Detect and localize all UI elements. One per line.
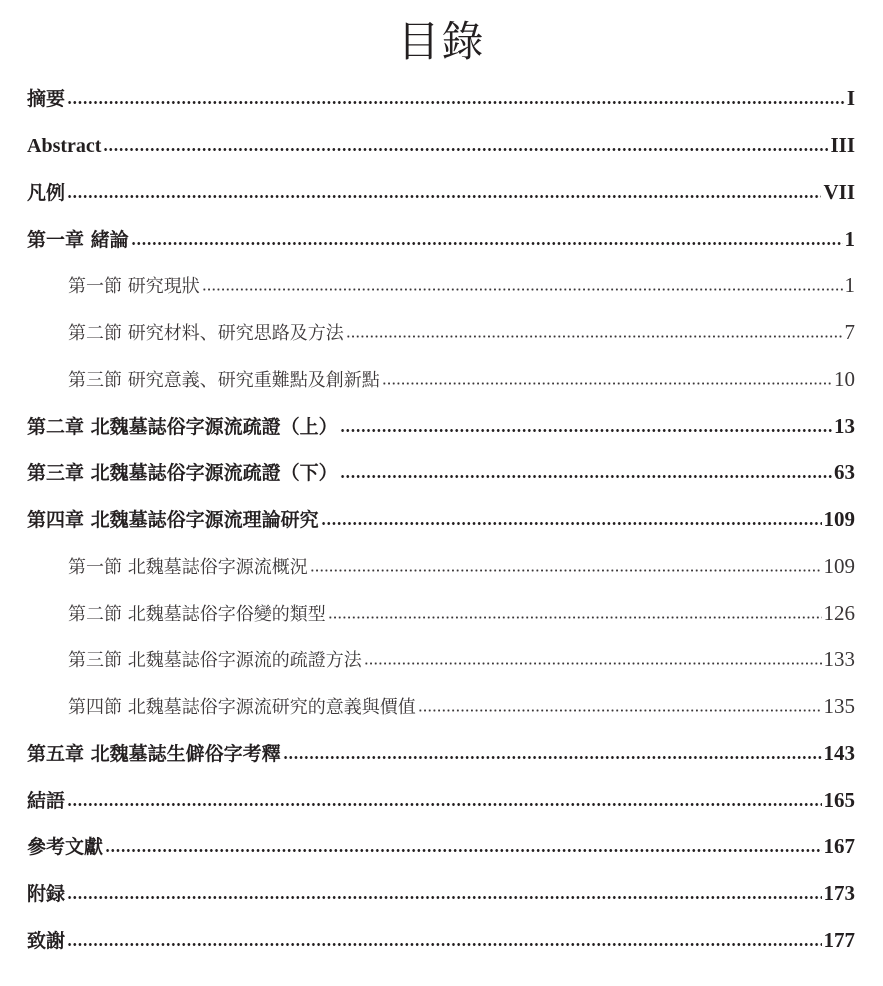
toc-entry-section-4-2[interactable] — [68, 598, 855, 628]
toc-entry-conclusion[interactable] — [27, 785, 855, 815]
toc-entry-page: 143 — [823, 741, 855, 765]
toc-entry-label: 第二節 北魏墓誌俗字俗變的類型 — [68, 604, 326, 625]
dot-leader — [418, 709, 822, 712]
toc-entry-appendix[interactable] — [27, 878, 855, 908]
toc-entry-references[interactable] — [27, 831, 855, 861]
dot-leader — [67, 803, 821, 806]
toc-entry-page: 10 — [834, 367, 855, 391]
toc-entry-label: 第五章 北魏墓誌生僻俗字考釋 — [27, 743, 281, 765]
dot-leader — [340, 475, 832, 478]
toc-entry-chapter-5[interactable] — [27, 738, 855, 768]
toc-entry-page: 165 — [823, 788, 855, 812]
toc-entry-conventions[interactable] — [27, 177, 855, 207]
toc-entry-abstract-en[interactable] — [27, 130, 855, 160]
toc-entry-label: 第四節 北魏墓誌俗字源流研究的意義與價值 — [68, 697, 416, 718]
dot-leader — [103, 148, 828, 151]
toc-entry-page: 63 — [834, 460, 855, 484]
toc-entry-section-1-3[interactable] — [68, 364, 855, 394]
toc-entry-label: 第三節 研究意義、研究重難點及創新點 — [68, 370, 380, 391]
dot-leader — [310, 569, 822, 572]
toc-entry-acknowledgements[interactable] — [27, 925, 855, 955]
toc-entry-label: 第一節 研究現狀 — [68, 276, 200, 297]
toc-entry-abstract-zh[interactable] — [27, 83, 855, 113]
toc-entry-page: 167 — [823, 834, 855, 858]
toc-entry-label: 第三章 北魏墓誌俗字源流疏證（下） — [27, 462, 338, 484]
dot-leader — [364, 662, 822, 665]
dot-leader — [131, 242, 843, 245]
toc-entry-label: 第一節 北魏墓誌俗字源流概況 — [68, 557, 308, 578]
toc-entry-page: I — [846, 86, 855, 110]
dot-leader — [202, 288, 843, 291]
toc-entry-page: 177 — [823, 928, 855, 952]
toc-entry-label: 參考文獻 — [27, 836, 104, 858]
dot-leader — [340, 429, 832, 432]
toc-entry-label: 結語 — [27, 790, 66, 812]
toc-entry-page: VII — [823, 180, 855, 204]
dot-leader — [67, 101, 845, 104]
page-title: 目錄 — [397, 17, 486, 66]
toc-entry-chapter-3[interactable] — [27, 457, 855, 487]
dot-leader — [328, 616, 822, 619]
toc-entry-page: III — [830, 133, 855, 157]
toc-entry-label: 第二章 北魏墓誌俗字源流疏證（上） — [27, 416, 338, 438]
dot-leader — [382, 382, 832, 385]
toc-entry-label: Abstract — [27, 135, 102, 157]
toc-entry-page: 109 — [823, 554, 855, 578]
toc-entry-page: 109 — [823, 507, 855, 531]
dot-leader — [346, 335, 843, 338]
toc-entry-section-4-3[interactable] — [68, 644, 855, 674]
toc-entry-page: 13 — [834, 414, 855, 438]
dot-leader — [105, 849, 821, 852]
toc-entry-label: 附録 — [27, 883, 66, 905]
toc-entry-label: 凡例 — [27, 182, 66, 204]
toc-entry-page: 1 — [844, 227, 855, 251]
toc-entry-page: 133 — [823, 647, 855, 671]
toc-entry-chapter-1[interactable] — [27, 224, 855, 254]
toc-entry-label: 摘要 — [27, 88, 66, 110]
toc-entry-chapter-2[interactable] — [27, 411, 855, 441]
dot-leader — [67, 195, 821, 198]
dot-leader — [67, 943, 821, 946]
dot-leader — [321, 522, 822, 525]
toc-entry-label: 第四章 北魏墓誌俗字源流理論研究 — [27, 509, 319, 531]
dot-leader — [283, 756, 822, 759]
toc-entry-label: 第三節 北魏墓誌俗字源流的疏證方法 — [68, 650, 362, 671]
toc-entry-page: 7 — [844, 320, 855, 344]
toc-entry-page: 1 — [844, 273, 855, 297]
toc-entry-section-1-2[interactable] — [68, 317, 855, 347]
toc-entry-page: 135 — [823, 694, 855, 718]
toc-entry-section-1-1[interactable] — [68, 270, 855, 300]
dot-leader — [67, 896, 821, 899]
toc-entry-label: 致謝 — [27, 930, 66, 952]
toc-entry-section-4-4[interactable] — [68, 691, 855, 721]
toc-entry-section-4-1[interactable] — [68, 551, 855, 581]
toc-entry-label: 第一章 緒論 — [27, 229, 129, 251]
toc-entry-chapter-4[interactable] — [27, 504, 855, 534]
toc-entry-page: 126 — [823, 601, 855, 625]
toc-entry-label: 第二節 研究材料、研究思路及方法 — [68, 323, 344, 344]
toc-entry-page: 173 — [823, 881, 855, 905]
